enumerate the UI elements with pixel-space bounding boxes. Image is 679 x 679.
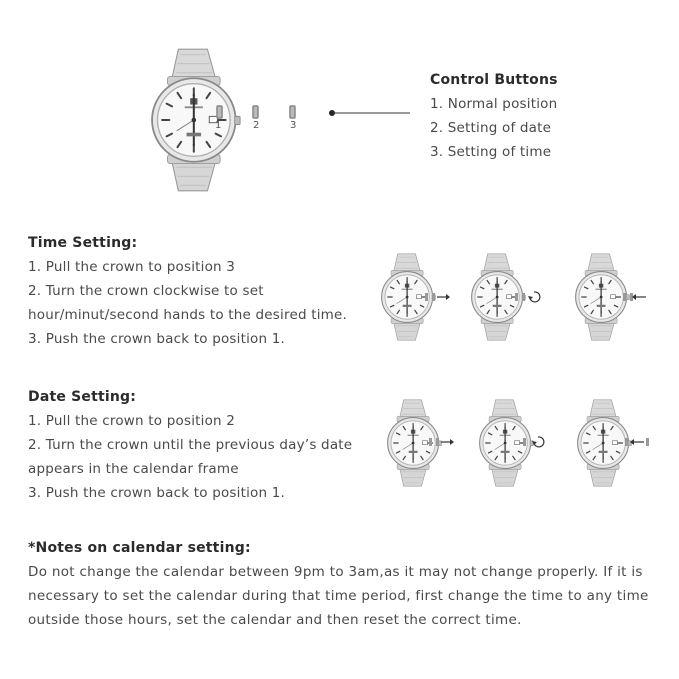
position-label-3: 3: [290, 120, 297, 131]
date-setting-line-3: appears in the calendar frame: [28, 461, 239, 477]
position-label-2: 2: [253, 120, 260, 131]
notes-line-2: necessary to set the calendar during that time period, first change the time to any time: [28, 588, 649, 604]
notes-line-1: Do not change the calendar between 9pm to 3am,as it may not change properly. If it is: [28, 564, 643, 580]
push-in-arrow-icon: [622, 290, 648, 304]
push-in-arrow-icon: [624, 435, 650, 449]
time-setting-line-2: 2. Turn the crown clockwise to set: [28, 283, 264, 299]
pull-out-arrow-icon: [424, 290, 450, 304]
time-setting-line-4: 3. Push the crown back to position 1.: [28, 331, 286, 347]
notes-title: *Notes on calendar setting:: [28, 540, 251, 556]
notes-line-3: outside those hours, set the calendar and then reset the correct time.: [28, 612, 522, 628]
time-setting-line-3: hour/minut/second hands to the desired time.: [28, 307, 348, 323]
rotate-clockwise-icon: [514, 289, 544, 305]
time-setting-line-1: 1. Pull the crown to position 3: [28, 259, 236, 275]
position-label-1: 1: [215, 120, 222, 131]
date-setting-title: Date Setting:: [28, 389, 137, 405]
date-setting-line-1: 1. Pull the crown to position 2: [28, 413, 236, 429]
pull-out-arrow-icon: [428, 435, 454, 449]
crown-position-diagram: [215, 100, 415, 140]
control-item-3: 3. Setting of time: [430, 144, 552, 160]
control-buttons-title: Control Buttons: [430, 72, 558, 88]
time-setting-title: Time Setting:: [28, 235, 138, 251]
control-item-2: 2. Setting of date: [430, 120, 552, 136]
date-setting-line-2: 2. Turn the crown until the previous day’s date: [28, 437, 353, 453]
control-item-1: 1. Normal position: [430, 96, 558, 112]
date-setting-line-4: 3. Push the crown back to position 1.: [28, 485, 286, 501]
rotate-icon: [522, 434, 552, 450]
